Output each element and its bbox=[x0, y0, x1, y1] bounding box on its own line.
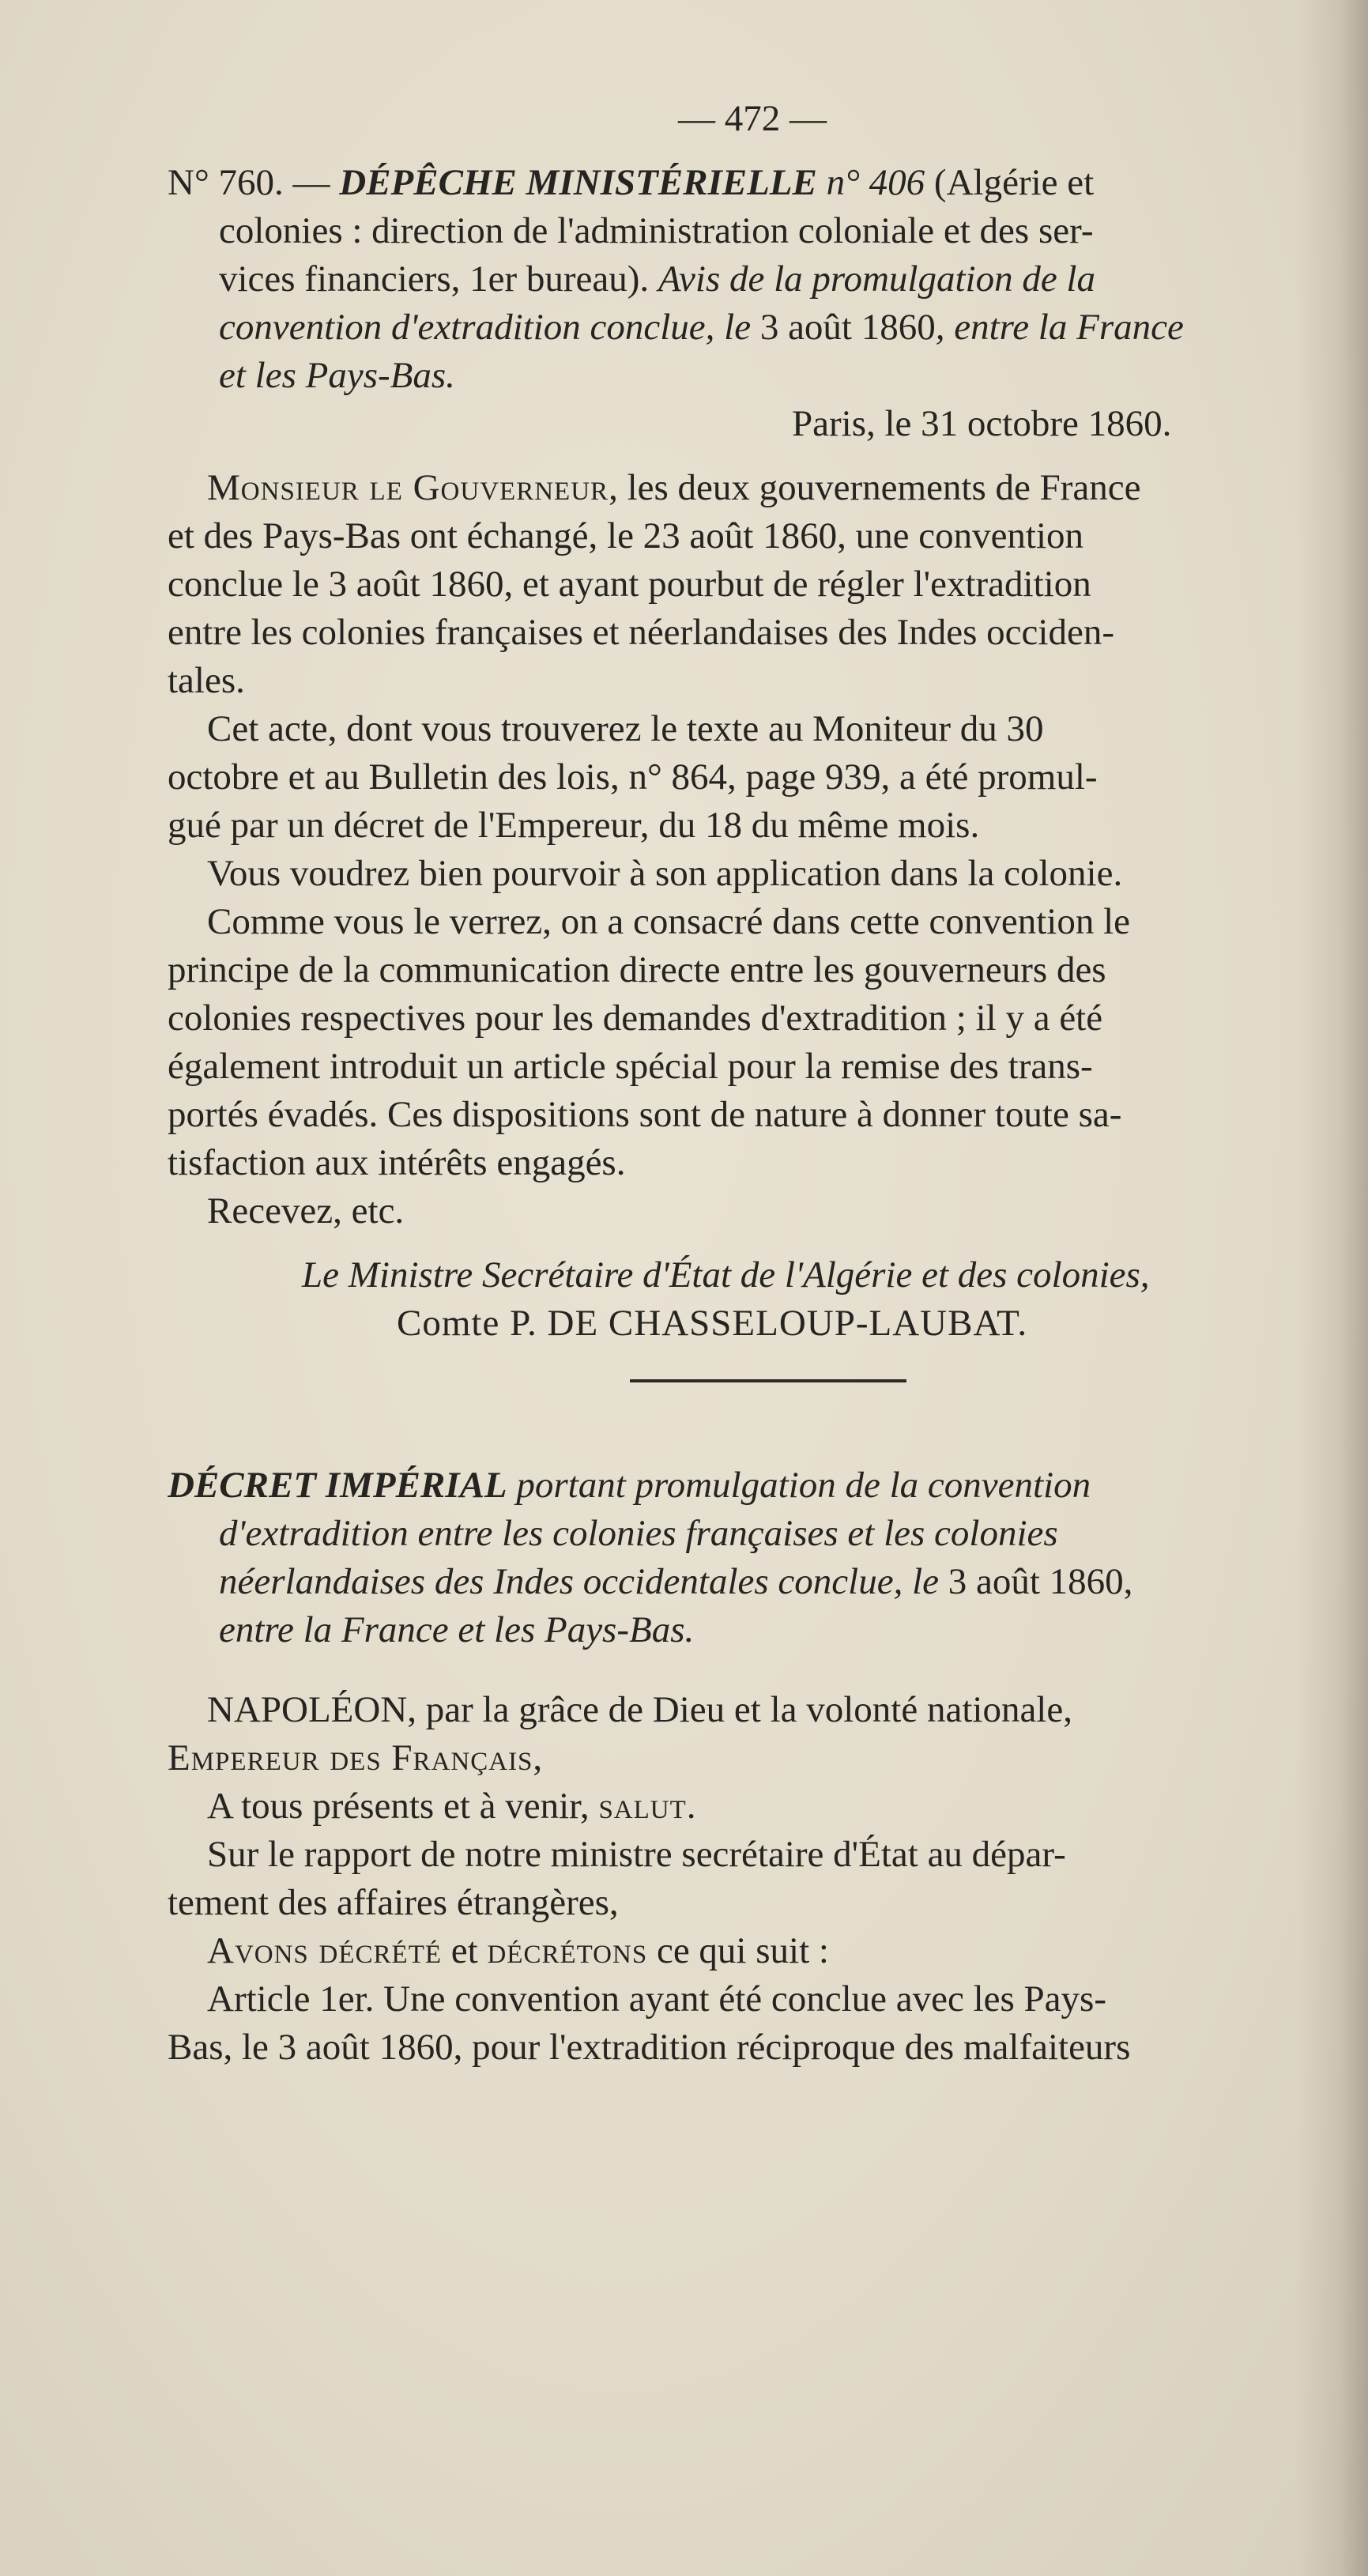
date-line: Paris, le 31 octobre 1860. bbox=[792, 403, 1172, 444]
letter-line bbox=[168, 464, 1337, 512]
text-run: Article 1er. Une convention ayant été conclue avec les Pays- bbox=[207, 1978, 1106, 2020]
text-run: A tous présents et à venir, bbox=[207, 1786, 599, 1827]
text-run: entre les colonies françaises et néerlandaises des Indes occiden- bbox=[168, 612, 1114, 653]
text-run: octobre et au Bulletin des lois, n° 864, page 939, a été promul- bbox=[168, 756, 1098, 798]
text-run: également introduit un article spécial pour la remise des trans- bbox=[168, 1046, 1093, 1087]
text-run: décrétons bbox=[487, 1930, 648, 1971]
signature-name: Comte P. DE CHASSELOUP-LAUBAT. bbox=[397, 1303, 1028, 1344]
letter-line bbox=[168, 898, 1337, 946]
text-run: N° 760. — bbox=[168, 162, 340, 203]
decree-heading bbox=[168, 1461, 1337, 1654]
text-run: principe de la communication directe entre les gouverneurs des bbox=[168, 949, 1106, 990]
letter-line bbox=[168, 560, 1337, 609]
decree-body bbox=[168, 1686, 1337, 2072]
body-line bbox=[168, 1782, 1337, 1831]
text-run: Vous voudrez bien pourvoir à son application dans la colonie. bbox=[207, 853, 1123, 894]
entry-760-heading bbox=[168, 159, 1337, 400]
text-run: et bbox=[442, 1930, 488, 1971]
body-line bbox=[168, 1831, 1337, 1879]
text-run: et les Pays-Bas. bbox=[219, 355, 455, 396]
text-run: tisfaction aux intérêts engagés. bbox=[168, 1142, 626, 1183]
text-run: ce qui suit : bbox=[647, 1930, 829, 1971]
text-run: 3 août 1860, bbox=[948, 1561, 1133, 1602]
text-run: Comme vous le verrez, on a consacré dans cette convention le bbox=[207, 901, 1131, 942]
decree-line bbox=[168, 1558, 1337, 1606]
signature-title: Le Ministre Secrétaire d'État de l'Algérie et des colonies, bbox=[302, 1254, 1150, 1296]
text-run: portant promulgation de la convention bbox=[507, 1465, 1091, 1506]
body-line bbox=[168, 1975, 1337, 2023]
text-run: conclue le 3 août 1860, et ayant pourbut de régler l'extradition bbox=[168, 564, 1091, 605]
decree-line bbox=[168, 1606, 1337, 1654]
letter-line bbox=[168, 512, 1337, 560]
text-run: d'extradition entre les colonies françaises et les colonies bbox=[219, 1513, 1058, 1554]
letter-line bbox=[168, 801, 1337, 850]
text-run: Avis de la promulgation de la bbox=[658, 258, 1095, 300]
letter-line bbox=[168, 1091, 1337, 1139]
letter-line bbox=[168, 1043, 1337, 1091]
entry760-line bbox=[168, 255, 1337, 304]
text-run: Recevez, etc. bbox=[207, 1190, 405, 1231]
text-run: DÉPÊCHE MINISTÉRIELLE bbox=[339, 162, 817, 203]
letter-line bbox=[168, 609, 1337, 657]
text-run: colonies respectives pour les demandes d'extradition ; il y a été bbox=[168, 998, 1103, 1039]
letter-line bbox=[168, 753, 1337, 801]
text-run: néerlandaises des Indes occidentales conclue, le bbox=[219, 1561, 948, 1602]
letter-line bbox=[168, 946, 1337, 994]
text-run: NAPOLÉON, par la grâce de Dieu et la volonté nationale, bbox=[207, 1689, 1072, 1730]
body-line bbox=[168, 1879, 1337, 1927]
text-run: et des Pays-Bas ont échangé, le 23 août 1860, une convention bbox=[168, 515, 1084, 556]
text-run: portés évadés. Ces dispositions sont de nature à donner toute sa- bbox=[168, 1094, 1122, 1135]
decree-line bbox=[168, 1461, 1337, 1510]
text-run: salut. bbox=[598, 1786, 697, 1827]
text-run: entre la France et les Pays-Bas. bbox=[219, 1609, 695, 1650]
entry760-line bbox=[168, 304, 1337, 352]
body-line bbox=[168, 1734, 1337, 1782]
body-line bbox=[168, 1686, 1337, 1734]
text-run: Cet acte, dont vous trouverez le texte au Moniteur du 30 bbox=[207, 708, 1044, 749]
text-run: n° 406 bbox=[816, 162, 934, 203]
text-run: (Algérie et bbox=[933, 162, 1095, 203]
letter-line bbox=[168, 705, 1337, 753]
text-run: gué par un décret de l'Empereur, du 18 du même mois. bbox=[168, 805, 980, 846]
text-run: , entre la France bbox=[935, 307, 1184, 348]
text-run: tement des affaires étrangères, bbox=[168, 1882, 619, 1923]
entry760-line bbox=[168, 207, 1337, 255]
letter-line bbox=[168, 1139, 1337, 1187]
letter-line bbox=[168, 994, 1337, 1043]
text-run: Empereur des Français, bbox=[168, 1737, 544, 1778]
decree-line bbox=[168, 1510, 1337, 1558]
text-run: Bas, le 3 août 1860, pour l'extradition réciproque des malfaiteurs bbox=[168, 2027, 1131, 2068]
text-run: colonies : direction de l'administration coloniale et des ser- bbox=[219, 210, 1094, 251]
text-run: DÉCRET IMPÉRIAL bbox=[168, 1465, 507, 1506]
text-run: Monsieur le Gouverneur bbox=[207, 467, 609, 508]
letter-line bbox=[168, 850, 1337, 898]
text-run: convention d'extradition conclue, le bbox=[219, 307, 760, 348]
text-run: tales. bbox=[168, 660, 245, 701]
text-run: vices financiers, 1er bureau). bbox=[219, 258, 658, 300]
letter-body bbox=[168, 464, 1337, 1235]
body-line bbox=[168, 2023, 1337, 2072]
entry760-line bbox=[168, 352, 1337, 400]
page-number: — 472 — bbox=[678, 98, 827, 139]
body-line bbox=[168, 1927, 1337, 1975]
letter-line bbox=[168, 1187, 1337, 1235]
text-run: , les deux gouvernements de France bbox=[609, 467, 1141, 508]
text-run: Avons décrété bbox=[207, 1930, 443, 1971]
letter-line bbox=[168, 657, 1337, 705]
text-block bbox=[168, 95, 1337, 2072]
text-run: 3 août 1860 bbox=[759, 307, 936, 348]
text-run: Sur le rapport de notre ministre secrétaire d'État au dépar- bbox=[207, 1834, 1066, 1875]
entry760-line bbox=[168, 159, 1337, 207]
